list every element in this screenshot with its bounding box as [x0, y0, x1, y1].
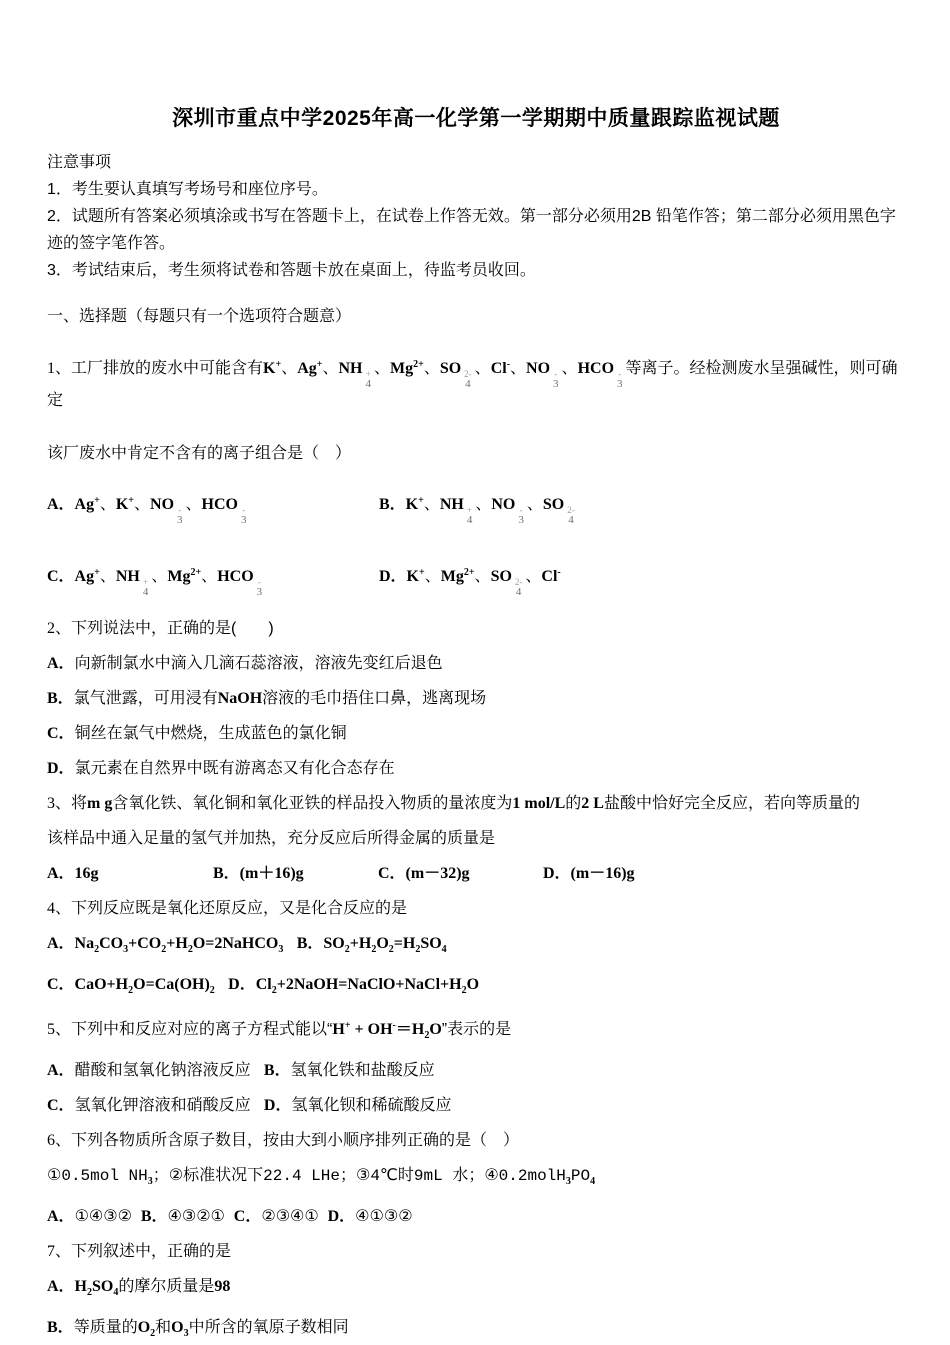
- q2-option-c: C．铜丝在氯气中燃烧，生成蓝色的氯化铜: [47, 725, 347, 742]
- q3-option-c: C．(m－32)g: [378, 865, 470, 882]
- notice-section: [47, 149, 905, 284]
- notice-item-1: 1．考生要认真填写考场号和座位序号。: [47, 181, 328, 198]
- question-1: [47, 354, 905, 598]
- q1-options-row-cd: [47, 562, 905, 598]
- q4-stem: 4、下列反应既是氧化还原反应，又是化合反应的是: [47, 900, 408, 917]
- q1-options-row-ab: [47, 490, 905, 526]
- q2-stem: 2、下列说法中，正确的是( ): [47, 620, 274, 637]
- q6-items: ①0.5mol $NH_3$；②标准状况下22.4 LHe；③4℃时9mL 水；$④0.2molH_3PO_4$: [47, 1167, 596, 1187]
- q3-options-row: [47, 863, 905, 885]
- q3-stem-line1: 3、将m g含氧化铁、氧化铜和氧化亚铁的样品投入物质的量浓度为1 mol/L的2 L盐酸中恰好完全反应，若向等质量的: [47, 795, 860, 812]
- q1-option-a: A．Ag+、K+、NO - 3 、HCO - 3: [47, 495, 247, 526]
- q1-stem-line1: 1、工厂排放的废水中可能含有K+、Ag+、NH + 4 、$Mg^{2+}$、SO 2- 4 、Cl-、NO - 3 、HCO - 3 等离子。经检测废水呈强碱性，则可确定: [47, 359, 898, 409]
- q7-option-b: B．等质量的$O_2$和$O_3$中所含的氧原子数相同: [47, 1319, 349, 1339]
- question-4: [47, 898, 905, 1002]
- question-3: [47, 793, 905, 885]
- q2-option-b: B．氯气泄露，可用浸有NaOH溶液的毛巾捂住口鼻，逃离现场: [47, 690, 487, 707]
- q1-option-c: C．Ag+、NH + 4 、$Mg^{2+}$、HCO - 3: [47, 567, 263, 598]
- notice-heading: 注意事项: [47, 154, 112, 171]
- notice-item-3: 3．考试结束后，考生须将试卷和答题卡放在桌面上，待监考员收回。: [47, 262, 536, 279]
- q7-stem: 7、下列叙述中，正确的是: [47, 1243, 232, 1260]
- question-6: [47, 1130, 905, 1228]
- q5-options-ab: A．醋酸和氢氧化钠溶液反应 B．氢氧化铁和盐酸反应: [47, 1062, 435, 1079]
- q2-option-a: A．向新制氯水中滴入几滴石蕊溶液，溶液先变红后退色: [47, 655, 443, 672]
- q3-option-d: D．(m－16)g: [543, 865, 635, 882]
- q1-option-d: D．K+、$Mg^{2+}$、SO 2- 4 、Cl-: [379, 567, 561, 598]
- q7-option-a: A．$H_2SO_4$的摩尔质量是98: [47, 1278, 231, 1298]
- q5-options-cd: C．氢氧化钾溶液和硝酸反应 D．氢氧化钡和稀硫酸反应: [47, 1097, 452, 1114]
- q4-options-ab: A．$Na_2CO_3+CO_2+H_2O=2NaHCO_3$ B．$SO_2+H_2O_2=H_2SO_4$: [47, 935, 447, 955]
- q3-option-b: B．(m＋16)g: [213, 865, 304, 882]
- question-7: [47, 1241, 905, 1345]
- page-title: 深圳市重点中学2025年高一化学第一学期期中质量跟踪监视试题: [172, 107, 780, 130]
- q1-option-b: B．K+、NH + 4 、NO - 3 、SO 2- 4: [379, 495, 575, 526]
- question-2: [47, 618, 905, 780]
- notice-item-2: 2．试题所有答案必须填涂或书写在答题卡上，在试卷上作答无效。第一部分必须用2B 铅笔作答；第二部分必须用黑色字迹的签字笔作答。: [47, 208, 896, 252]
- q1-stem-line2: 该厂废水中肯定不含有的离子组合是（ ）: [47, 445, 352, 462]
- q3-stem-line2: 该样品中通入足量的氢气并加热，充分反应后所得金属的质量是: [47, 830, 496, 847]
- q6-options: A．①④③② B．④③②① C．②③④① D．④①③②: [47, 1208, 413, 1225]
- question-5: [47, 1015, 905, 1117]
- q2-option-d: D．氯元素在自然界中既有游离态又有化合态存在: [47, 760, 395, 777]
- q4-options-cd: C．$CaO+H_2O=Ca(OH)_2$ D．$Cl_2+2NaOH=NaClO+NaCl+H_2O$: [47, 976, 480, 996]
- q5-stem: 5、下列中和反应对应的离子方程式能以“$H^+ + OH^-=H_2O$”表示的是: [47, 1020, 512, 1041]
- q6-stem: 6、下列各物质所含原子数目，按由大到小顺序排列正确的是（ ）: [47, 1132, 520, 1149]
- section-heading: 一、选择题（每题只有一个选项符合题意）: [47, 308, 352, 325]
- q3-option-a: A．16g: [47, 865, 99, 882]
